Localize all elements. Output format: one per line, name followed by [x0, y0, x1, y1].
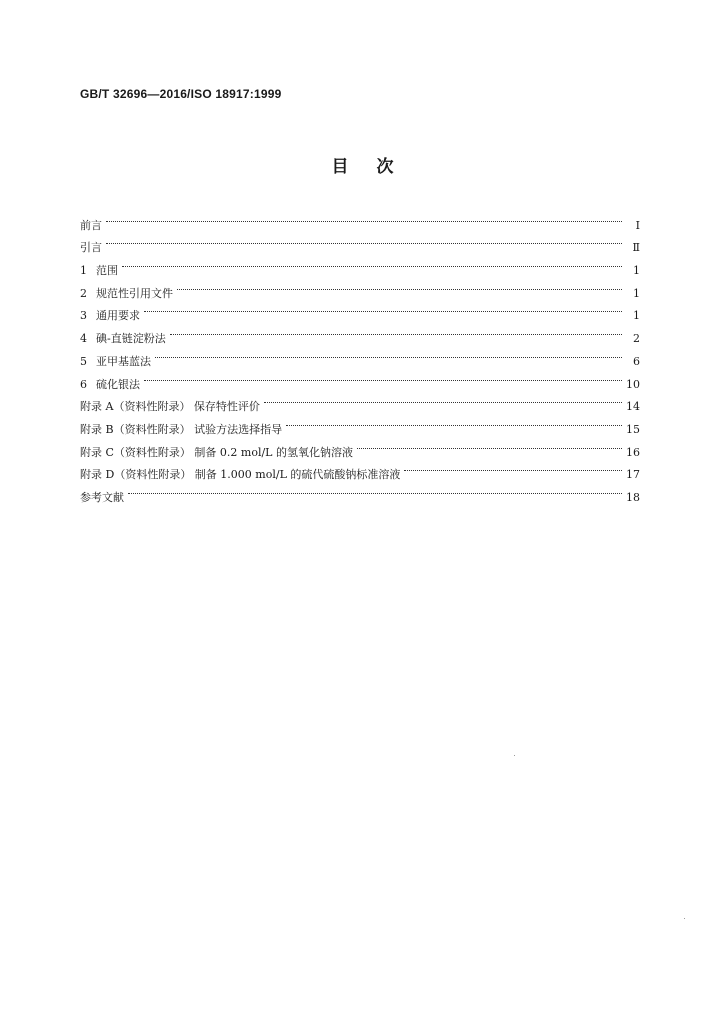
toc-entry-number: 5 — [80, 354, 87, 368]
toc-entry-label: 5 亚甲基蓝法 — [80, 351, 155, 374]
toc-entry-label: 附录 A（资料性附录） 保存特性评价 — [80, 400, 260, 414]
toc-entry-label: 附录 D（资料性附录） 制备 1.000 mol/L 的硫代硫酸钠标准溶液 — [80, 468, 401, 482]
toc-heading-char-1: 目 — [331, 157, 349, 177]
document-code: GB/T 32696—2016/ISO 18917:1999 — [80, 87, 282, 101]
toc-entry-label: 引言 — [80, 241, 102, 255]
toc-entry-label: 附录 B（资料性附录） 试验方法选择指导 — [80, 422, 283, 436]
toc-entry-scope[interactable] — [80, 251, 640, 278]
toc-heading-char-2: 次 — [376, 157, 394, 177]
toc-entry-page: 1 — [633, 309, 640, 323]
toc-entry-label: 2 规范性引用文件 — [80, 283, 177, 306]
toc-entry-label: 前言 — [80, 218, 102, 232]
toc-entry-normative-references[interactable] — [80, 274, 640, 300]
dot-leader — [357, 433, 622, 456]
toc-entry-number: 4 — [80, 332, 87, 346]
toc-entry-page: 1 — [633, 286, 640, 300]
dot-leader — [170, 319, 622, 342]
dot-leader — [264, 388, 622, 411]
scan-speck — [514, 755, 515, 756]
toc-entry-label: 1 范围 — [80, 260, 122, 283]
toc-entry-page: 17 — [626, 468, 640, 482]
toc-entry-introduction[interactable] — [80, 229, 640, 255]
dot-leader — [286, 410, 622, 433]
toc-entry-page: 14 — [626, 400, 640, 414]
toc-entry-label: 6 硫化银法 — [80, 374, 144, 397]
toc-entry-silver-sulfide[interactable] — [80, 365, 640, 391]
toc-entry-label: 3 通用要求 — [80, 305, 144, 328]
dot-leader — [106, 229, 622, 252]
dot-leader — [106, 206, 622, 229]
toc-heading — [0, 152, 725, 177]
toc-entry-page: 16 — [626, 445, 640, 459]
toc-entry-label: 附录 C（资料性附录） 制备 0.2 mol/L 的氢氧化钠溶液 — [80, 445, 353, 459]
toc-entry-iodine-amylose[interactable] — [80, 319, 640, 346]
dot-leader — [128, 478, 622, 501]
toc-entry-methylene-blue[interactable] — [80, 342, 640, 368]
dot-leader — [144, 297, 622, 320]
dot-leader — [144, 365, 622, 388]
toc-entry-number: 1 — [80, 264, 87, 278]
toc-entry-page: 1 — [633, 264, 640, 278]
toc-entry-number: 2 — [80, 286, 87, 300]
toc-entry-bibliography[interactable] — [80, 478, 640, 504]
toc-entry-number: 3 — [80, 309, 87, 323]
toc-entry-page: 2 — [633, 332, 640, 346]
toc-entry-page: 10 — [626, 377, 640, 391]
toc-entry-label: 4 碘-直链淀粉法 — [80, 328, 170, 351]
table-of-contents — [80, 206, 640, 504]
scan-speck — [684, 918, 685, 919]
toc-entry-page: Ⅱ — [632, 241, 640, 255]
toc-entry-label: 参考文献 — [80, 490, 124, 504]
toc-entry-page: 6 — [633, 354, 640, 368]
toc-entry-page: Ⅰ — [635, 218, 640, 232]
toc-entry-annex-a[interactable] — [80, 388, 640, 414]
dot-leader — [155, 342, 622, 365]
toc-entry-foreword[interactable] — [80, 206, 640, 232]
dot-leader — [177, 274, 622, 297]
dot-leader — [404, 456, 622, 479]
toc-entry-general-requirements[interactable] — [80, 297, 640, 323]
toc-entry-page: 15 — [626, 422, 640, 436]
toc-entry-page: 18 — [626, 490, 640, 504]
dot-leader — [122, 251, 622, 274]
toc-entry-number: 6 — [80, 377, 87, 391]
